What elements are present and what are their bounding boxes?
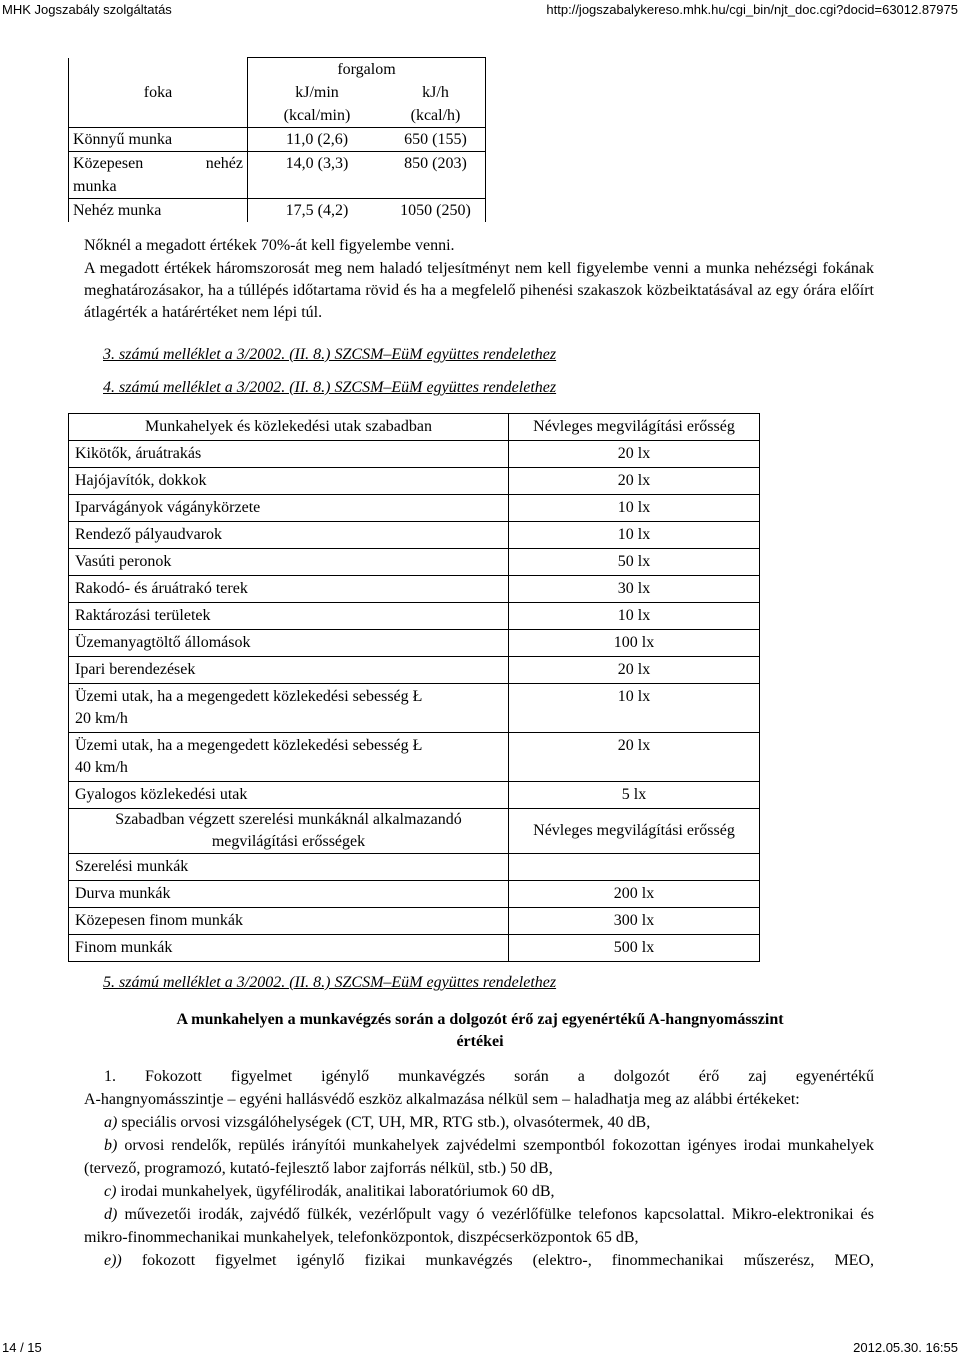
cell-lux: 100 lx xyxy=(509,630,760,657)
item-b-label: b) xyxy=(104,1137,118,1154)
cell-lux: 20 lx xyxy=(509,657,760,684)
cell-lux: 10 lx xyxy=(509,684,760,733)
item-e-label: e)) xyxy=(104,1252,122,1269)
table-row xyxy=(69,603,760,630)
item-c xyxy=(84,1180,874,1203)
cell-place: Vasúti peronok xyxy=(69,549,509,576)
item-a-label: a) xyxy=(104,1114,118,1131)
cell-place xyxy=(69,684,509,733)
table-row xyxy=(69,128,486,152)
table-row xyxy=(69,657,760,684)
col-header-foka: foka xyxy=(69,58,248,128)
row-label: Könnyű munka xyxy=(69,128,248,152)
item-d-label: d) xyxy=(104,1206,118,1223)
row-label-part: Közepesen xyxy=(73,155,144,172)
cell-work: Szerelési munkák xyxy=(69,854,509,881)
table-row xyxy=(69,684,760,733)
table-row xyxy=(69,576,760,603)
item-b xyxy=(84,1134,874,1180)
row-label xyxy=(69,152,248,199)
noise-section-title xyxy=(100,1009,860,1053)
table-row xyxy=(69,441,760,468)
cell-place: Hajójavítók, dokkok xyxy=(69,468,509,495)
row-label-part: munka xyxy=(73,178,117,195)
item-a xyxy=(84,1111,874,1134)
header-url[interactable]: http://jogszabalykereso.mhk.hu/cgi_bin/njt_doc.cgi?docid=63012.87975 xyxy=(546,2,958,17)
item-c-label: c) xyxy=(104,1183,117,1200)
cell-lux: 50 lx xyxy=(509,549,760,576)
cell-place-line: 20 km/h xyxy=(75,710,128,727)
cell-lux: 500 lx xyxy=(509,935,760,962)
table-row xyxy=(69,782,760,809)
cell-lux: 10 lx xyxy=(509,522,760,549)
col-header-assembly-line: megvilágítási erősségek xyxy=(211,833,366,850)
table-row xyxy=(69,522,760,549)
table-row xyxy=(69,495,760,522)
table-row xyxy=(69,152,486,199)
cell-lux: 200 lx xyxy=(509,881,760,908)
item-d-text: művezetői irodák, zajvédő fülkék, vezérlőpult vagy ó vezérlőfülke telefonos kapcsolattal. Mikro-elektronikai és mikro-finommechanikai munkahelyek, telefonközpontok, diszpécserközpontok 65 dB, xyxy=(84,1206,874,1246)
col-header-forgalom: forgalom xyxy=(248,58,486,82)
cell-lux: 30 lx xyxy=(509,576,760,603)
row-value-kjmin: 14,0 (3,3) xyxy=(248,152,387,199)
cell-place: Iparvágányok vágánykörzete xyxy=(69,495,509,522)
cell-place-line: Üzemi utak, ha a megengedett közlekedési sebesség Ł xyxy=(75,688,423,705)
noise-section-title-line: értékei xyxy=(456,1033,504,1050)
page-counter: 14 / 15 xyxy=(2,1340,42,1355)
col-header-kcalmin: (kcal/min) xyxy=(248,104,387,128)
table-row xyxy=(69,733,760,782)
cell-lux: 10 lx xyxy=(509,495,760,522)
cell-lux: 20 lx xyxy=(509,468,760,495)
col-header-workplaces: Munkahelyek és közlekedési utak szabadban xyxy=(69,414,509,441)
col-header-illuminance-2: Névleges megvilágítási erősség xyxy=(509,809,760,854)
cell-place: Raktározási területek xyxy=(69,603,509,630)
item-d xyxy=(84,1203,874,1249)
cell-place: Gyalogos közlekedési utak xyxy=(69,782,509,809)
item-e xyxy=(84,1249,874,1272)
col-header-kjh: kJ/h xyxy=(386,81,486,104)
table-row xyxy=(69,935,760,962)
point-1-rest: A-hangnyomásszintje – egyéni hallásvédő eszköz alkalmazása nélkül sem – haladhatja meg az alábbi értékeket: xyxy=(84,1091,800,1108)
col-header-illuminance: Névleges megvilágítási erősség xyxy=(509,414,760,441)
cell-place: Ipari berendezések xyxy=(69,657,509,684)
cell-lux: 300 lx xyxy=(509,908,760,935)
noise-body xyxy=(84,1065,874,1272)
annex-4-link[interactable]: 4. számú melléklet a 3/2002. (II. 8.) SZCSM–EüM együttes rendelethez xyxy=(103,379,557,396)
cell-place-line: Üzemi utak, ha a megengedett közlekedési sebesség Ł xyxy=(75,737,423,754)
cell-lux: 20 lx xyxy=(509,441,760,468)
item-b-text: orvosi rendelők, repülés irányítói munkahelyek zajvédelmi szempontból fokozottan igényes irodai munkahelyek (tervező, programozó, kutató-fejlesztő labor zajforrás nélkül, stb.) 50 dB, xyxy=(84,1137,874,1177)
row-value-kjmin: 11,0 (2,6) xyxy=(248,128,387,152)
cell-lux: 20 lx xyxy=(509,733,760,782)
paragraph-threshold: A megadott értékek háromszorosát meg nem haladó teljesítményt nem kell figyelembe venni a munka nehézségi fokának meghatározásakor, ha a túllépés időtartama rövid és ha a megfelelő pihenési szakaszok közbeiktatásával az egy órára előírt átlagérték a határértéket nem lépi túl. xyxy=(84,260,874,321)
table-row xyxy=(69,549,760,576)
cell-place-line: 40 km/h xyxy=(75,759,128,776)
cell-lux: 10 lx xyxy=(509,603,760,630)
table-row xyxy=(69,468,760,495)
workload-table xyxy=(68,57,486,222)
table-row xyxy=(69,854,760,881)
row-label: Nehéz munka xyxy=(69,199,248,223)
table-row xyxy=(69,630,760,657)
col-header-assembly xyxy=(69,809,509,854)
cell-place: Kikötők, áruátrakás xyxy=(69,441,509,468)
cell-lux: 5 lx xyxy=(509,782,760,809)
cell-work: Közepesen finom munkák xyxy=(69,908,509,935)
item-e-text: fokozott figyelmet igénylő fizikai munkavégzés (elektro-, finommechanikai műszerész, MEO, xyxy=(121,1252,874,1269)
annex-3-link[interactable]: 3. számú melléklet a 3/2002. (II. 8.) SZCSM–EüM együttes rendelethez xyxy=(103,346,557,363)
women-note: Nőknél a megadott értékek 70%-át kell figyelembe venni. xyxy=(84,237,455,254)
item-a-text: speciális orvosi vizsgálóhelységek (CT, UH, MR, RTG stb.), olvasótermek, 40 dB, xyxy=(117,1114,651,1131)
cell-place: Rakodó- és áruátrakó terek xyxy=(69,576,509,603)
cell-place xyxy=(69,733,509,782)
cell-work: Durva munkák xyxy=(69,881,509,908)
col-header-kcalh: (kcal/h) xyxy=(386,104,486,128)
cell-place: Üzemanyagtöltő állomások xyxy=(69,630,509,657)
cell-place: Rendező pályaudvarok xyxy=(69,522,509,549)
table-row xyxy=(69,908,760,935)
table-row xyxy=(69,881,760,908)
lighting-table xyxy=(68,413,760,962)
table-row xyxy=(69,199,486,223)
col-header-kjmin: kJ/min xyxy=(248,81,387,104)
cell-work: Finom munkák xyxy=(69,935,509,962)
row-value-kjh: 1050 (250) xyxy=(386,199,486,223)
header-site-name: MHK Jogszabály szolgáltatás xyxy=(2,2,172,17)
noise-section-title-line: A munkahelyen a munkavégzés során a dolgozót érő zaj egyenértékű A-hangnyomásszint xyxy=(176,1011,784,1028)
row-value-kjmin: 17,5 (4,2) xyxy=(248,199,387,223)
row-value-kjh: 850 (203) xyxy=(386,152,486,199)
row-label-part: nehéz xyxy=(205,155,243,172)
item-c-text: irodai munkahelyek, ügyfélirodák, analitikai laboratóriumok 60 dB, xyxy=(116,1183,555,1200)
row-value-kjh: 650 (155) xyxy=(386,128,486,152)
col-header-assembly-line: Szabadban végzett szerelési munkáknál alkalmazandó xyxy=(115,811,462,828)
annex-5-link[interactable]: 5. számú melléklet a 3/2002. (II. 8.) SZCSM–EüM együttes rendelethez xyxy=(103,974,557,991)
point-1-first-line: 1. Fokozott figyelmet igénylő munkavégzés során a dolgozót érő zaj egyenértékű xyxy=(104,1068,874,1085)
cell-lux xyxy=(509,854,760,881)
print-timestamp: 2012.05.30. 16:55 xyxy=(853,1340,958,1355)
